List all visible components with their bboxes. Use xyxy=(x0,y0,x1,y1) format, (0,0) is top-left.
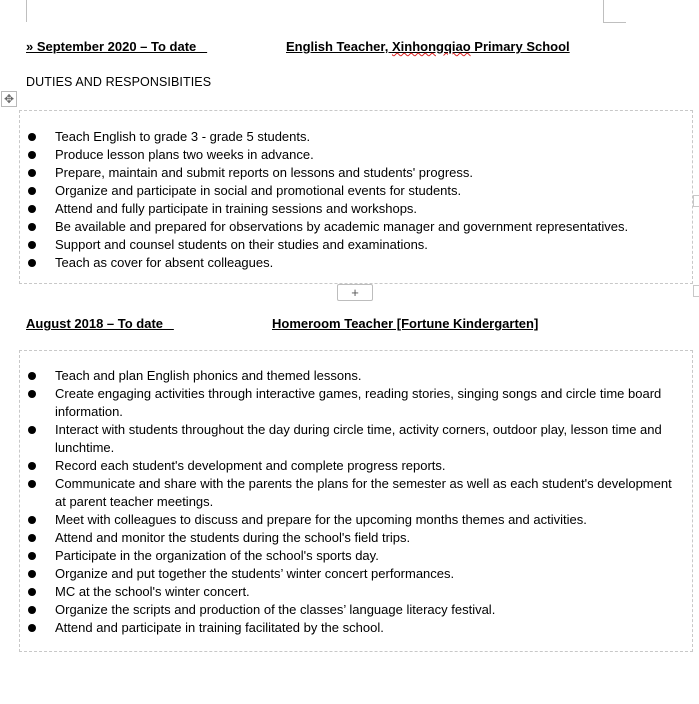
section1-bullet-list xyxy=(20,128,692,272)
list-item: Prepare, maintain and submit reports on lessons and students' progress. xyxy=(20,164,692,182)
section2-role-heading: Homeroom Teacher [Fortune Kindergarten] xyxy=(272,316,539,331)
section2-bullet-list xyxy=(20,367,692,637)
table-resize-handle[interactable] xyxy=(693,195,699,207)
list-item: Communicate and share with the parents the plans for the semester as well as each student's development at parent teacher meetings. xyxy=(20,475,692,511)
list-item: MC at the school's winter concert. xyxy=(20,583,692,601)
list-item: Organize and participate in social and promotional events for students. xyxy=(20,182,692,200)
page-margin-mark-right xyxy=(603,0,604,22)
spellcheck-flagged-word[interactable]: Xinhongqiao xyxy=(391,39,471,54)
list-item: Produce lesson plans two weeks in advance. xyxy=(20,146,692,164)
list-item: Attend and participate in training facilitated by the school. xyxy=(20,619,692,637)
duties-label: DUTIES AND RESPONSIBITIES xyxy=(26,75,212,89)
section2-duties-table xyxy=(19,350,693,652)
list-item: Attend and monitor the students during the school's field trips. xyxy=(20,529,692,547)
list-item: Participate in the organization of the school's sports day. xyxy=(20,547,692,565)
section1-date-heading: » September 2020 – To date xyxy=(26,39,208,54)
list-item: Teach English to grade 3 - grade 5 students. xyxy=(20,128,692,146)
list-item: Interact with students throughout the day during circle time, activity corners, outdoor play, lesson time and lunchtime. xyxy=(20,421,692,457)
list-item: Teach as cover for absent colleagues. xyxy=(20,254,692,272)
section1-role-heading xyxy=(286,39,570,54)
list-item: Support and counsel students on their studies and examinations. xyxy=(20,236,692,254)
list-item: Teach and plan English phonics and themed lessons. xyxy=(20,367,692,385)
role-heading-title: English Teacher, xyxy=(286,39,392,54)
list-item: Record each student's development and complete progress reports. xyxy=(20,457,692,475)
list-item: Organize the scripts and production of the classes’ language literacy festival. xyxy=(20,601,692,619)
list-item: Attend and fully participate in training sessions and workshops. xyxy=(20,200,692,218)
table-move-handle-icon[interactable]: ✥ xyxy=(1,91,17,107)
section2-date-heading: August 2018 – To date xyxy=(26,316,174,331)
list-item: Create engaging activities through interactive games, reading stories, singing songs and circle time board information. xyxy=(20,385,692,421)
section1-duties-table xyxy=(19,110,693,284)
list-item: Organize and put together the students’ winter concert performances. xyxy=(20,565,692,583)
role-heading-school-suffix: Primary School xyxy=(470,39,570,54)
list-item: Meet with colleagues to discuss and prepare for the upcoming months themes and activities. xyxy=(20,511,692,529)
page-margin-mark-right-horizontal xyxy=(603,22,626,23)
list-item: Be available and prepared for observations by academic manager and government representatives. xyxy=(20,218,692,236)
add-table-row-button[interactable]: + xyxy=(337,284,373,301)
page-margin-mark-left xyxy=(26,0,27,22)
table-resize-handle-bottom[interactable] xyxy=(693,285,699,297)
